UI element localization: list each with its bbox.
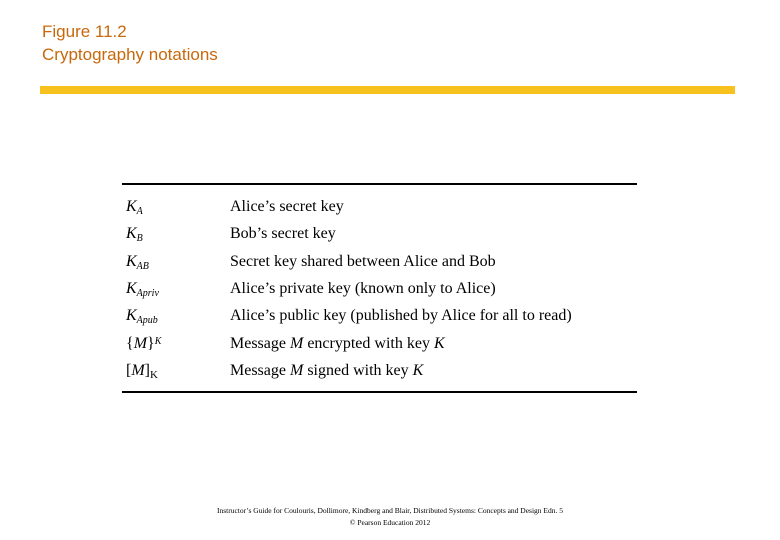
notation-symbol: $K_{Apriv}$ xyxy=(126,280,159,299)
notation-symbol: $\{M\}^K$ xyxy=(126,335,162,352)
notation-row xyxy=(122,307,642,333)
notation-row xyxy=(122,198,642,224)
notation-row xyxy=(122,335,642,361)
footer-copyright: © Pearson Education 2012 xyxy=(349,518,431,527)
notation-row xyxy=(122,225,642,251)
notation-description: Bob’s secret key xyxy=(230,225,336,242)
notation-description: Alice’s private key (known only to Alice) xyxy=(230,280,496,297)
figure-caption: Cryptography notations xyxy=(42,45,218,64)
figure-title xyxy=(42,20,218,66)
footer-citation: Instructor’s Guide for Coulouris, Dollimore, Kindberg and Blair, Distributed Systems: Concepts and Design Edn. 5 xyxy=(216,506,564,515)
notation-description: Message M encrypted with key K xyxy=(230,335,445,352)
table-top-rule xyxy=(122,183,637,185)
notation-description: Alice’s public key (published by Alice for all to read) xyxy=(230,307,572,324)
table-bottom-rule xyxy=(122,391,637,393)
notation-row xyxy=(122,253,642,279)
notation-symbol: $K_{Apub}$ xyxy=(126,307,158,326)
notation-symbol: $K_{AB}$ xyxy=(126,253,149,272)
notation-description: Secret key shared between Alice and Bob xyxy=(230,253,496,270)
figure-number: Figure 11.2 xyxy=(42,22,127,41)
notation-symbol: $K_B$ xyxy=(126,225,143,244)
accent-bar xyxy=(40,86,735,94)
notation-row xyxy=(122,280,642,306)
notation-row xyxy=(122,362,642,388)
notation-description: Message M signed with key K xyxy=(230,362,424,379)
notation-symbol: [M]K xyxy=(126,362,158,381)
notation-description: Alice’s secret key xyxy=(230,198,344,215)
notation-symbol: $K_A$ xyxy=(126,198,143,217)
